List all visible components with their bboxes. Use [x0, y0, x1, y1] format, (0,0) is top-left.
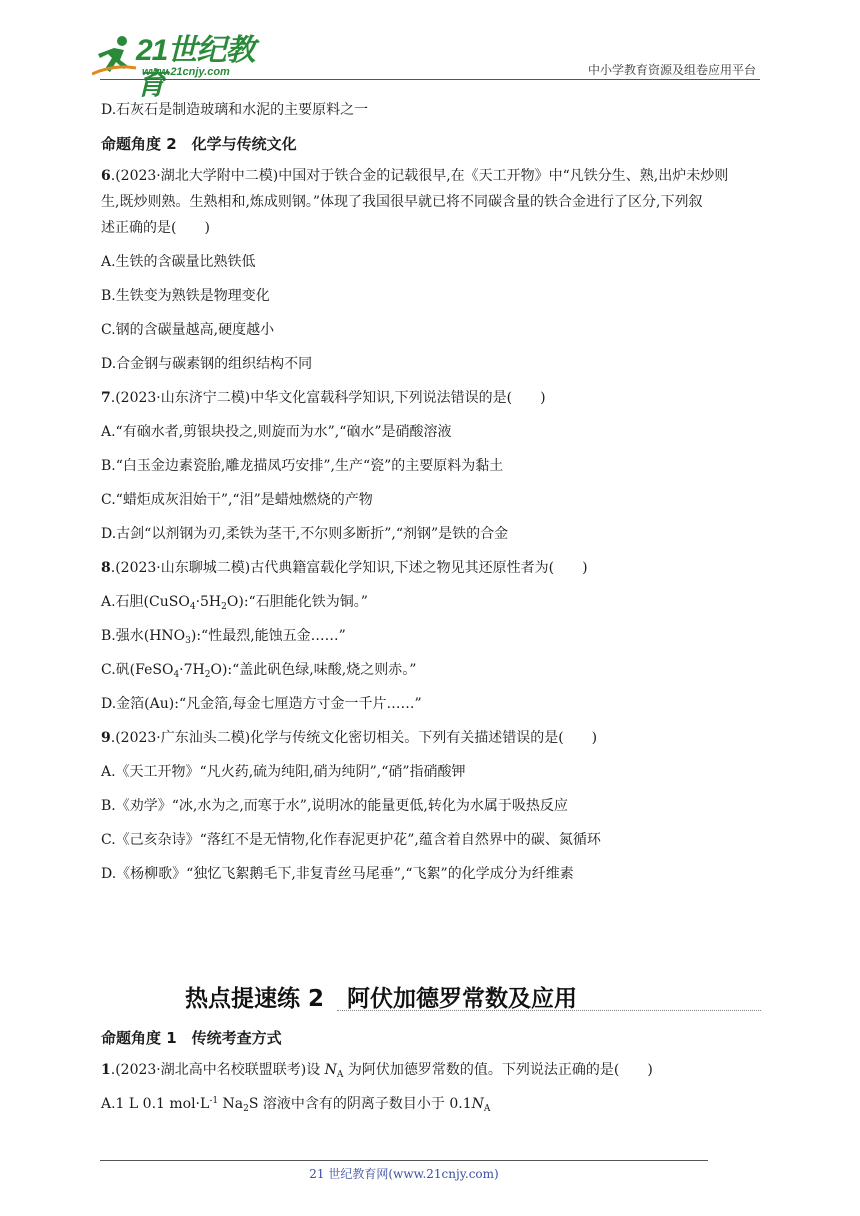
q8-option-c: C.矾$(FeSO_4\cdot 7H_2O):“$盖此矾色绿,味酸,烧之则赤。”: [101, 662, 417, 680]
angle-heading-1: 命题角度 1 传统考查方式: [101, 1029, 282, 1047]
logo-url: www.21cnjy.com: [142, 66, 230, 78]
question-6: [101, 166, 761, 374]
logo-text: 21世纪教育: [136, 34, 255, 101]
q9-stem: 9.(2023·广东汕头二模)化学与传统文化密切相关。下列有关描述错误的是( ): [101, 730, 598, 746]
prev-option-d: D.石灰石是制造玻璃和水泥的主要原料之一: [101, 102, 369, 118]
section-title-underline: [337, 1010, 761, 1011]
q9-number: 9: [101, 730, 111, 746]
question-8: [101, 558, 761, 714]
q1-stem: 1.(2023·湖北高中名校联盟联考)设 $N_A$ 为阿伏加德罗常数的值。下列说法正确的是( ): [101, 1062, 653, 1080]
q7-stem: 7.(2023·山东济宁二模)中华文化富载科学知识,下列说法错误的是( ): [101, 390, 546, 406]
q9-option-a: A.《天工开物》“凡火药,硫为纯阳,硝为纯阴”,“硝”指硝酸钾: [101, 764, 466, 780]
q8-option-a: A.石胆$(CuSO_4\cdot 5H_2O):“$石胆能化铁为铜。”: [101, 594, 368, 612]
q7-option-b: B.“白玉金边素瓷胎,雕龙描凤巧安排”,生产“瓷”的主要原料为黏土: [101, 458, 504, 474]
runner-icon: [92, 34, 136, 78]
q9-option-c: C.《己亥杂诗》“落红不是无情物,化作春泥更护花”,蕴含着自然界中的碳、氮循环: [101, 832, 601, 848]
section-content: [101, 1028, 761, 1128]
q6-option-b: B.生铁变为熟铁是物理变化: [101, 288, 270, 304]
angle-heading-2: 命题角度 2 化学与传统文化: [101, 135, 297, 153]
q8-stem: 8.(2023·山东聊城二模)古代典籍富载化学知识,下述之物见其还原性者为( ): [101, 560, 588, 576]
platform-label: 中小学教育资源及组卷应用平台: [587, 63, 756, 77]
q6-line1: 6.(2023·湖北大学附中二模)中国对于铁合金的记载很早,在《天工开物》中“凡铁分生、熟,出炉未炒则: [101, 168, 729, 184]
q9-option-b: B.《劝学》“冰,水为之,而寒于水”,说明冰的能量更低,转化为水属于吸热反应: [101, 798, 568, 814]
header-divider: [100, 79, 760, 80]
q7-option-a: A.“有硇水者,剪银块投之,则旋而为水”,“硇水”是硝酸溶液: [101, 424, 452, 440]
q6-option-c: C.钢的含碳量越高,硬度越小: [101, 322, 275, 338]
q6-option-a: A.生铁的含碳量比熟铁低: [101, 254, 256, 270]
q8-option-d: D.金箔(Au):“凡金箔,每金七厘造方寸金一千片……”: [101, 696, 422, 712]
q6-option-d: D.合金钢与碳素钢的组织结构不同: [101, 356, 313, 372]
question-7: [101, 388, 761, 544]
q8-number: 8: [101, 560, 111, 576]
q7-number: 7: [101, 390, 111, 406]
section-title: 热点提速练 2 阿伏加德罗常数及应用: [185, 986, 578, 1012]
q6-line2: 生,既炒则熟。生熟相和,炼成则钢。”体现了我国很早就已将不同碳含量的铁合金进行了区分,下列叙: [101, 194, 703, 210]
q7-option-d: D.古剑“以剂钢为刃,柔铁为茎干,不尔则多断折”,“剂钢”是铁的合金: [101, 526, 509, 542]
question-9: [101, 728, 761, 884]
q1-option-a: A.1 L 0.1 $mol\cdot L^{-1}$ $Na_2S$ 溶液中含有的阴离子数目小于 $0.1N_A$: [101, 1096, 491, 1114]
q1-number: 1: [101, 1062, 111, 1078]
q6-line3: 述正确的是( ): [101, 220, 210, 236]
page-content: [101, 100, 761, 898]
footer-text: 21 世纪教育网(www.21cnjy.com): [309, 1167, 499, 1181]
site-logo: [92, 34, 262, 101]
footer-divider: [100, 1160, 708, 1161]
q6-number: 6: [101, 168, 111, 184]
q8-option-b: B.强水$(HNO_3):“$性最烈,能蚀五金……”: [101, 628, 346, 646]
q9-option-d: D.《杨柳歌》“独忆飞絮鹅毛下,非复青丝马尾垂”,“飞絮”的化学成分为纤维素: [101, 866, 574, 882]
q7-option-c: C.“蜡炬成灰泪始干”,“泪”是蜡烛燃烧的产物: [101, 492, 373, 508]
